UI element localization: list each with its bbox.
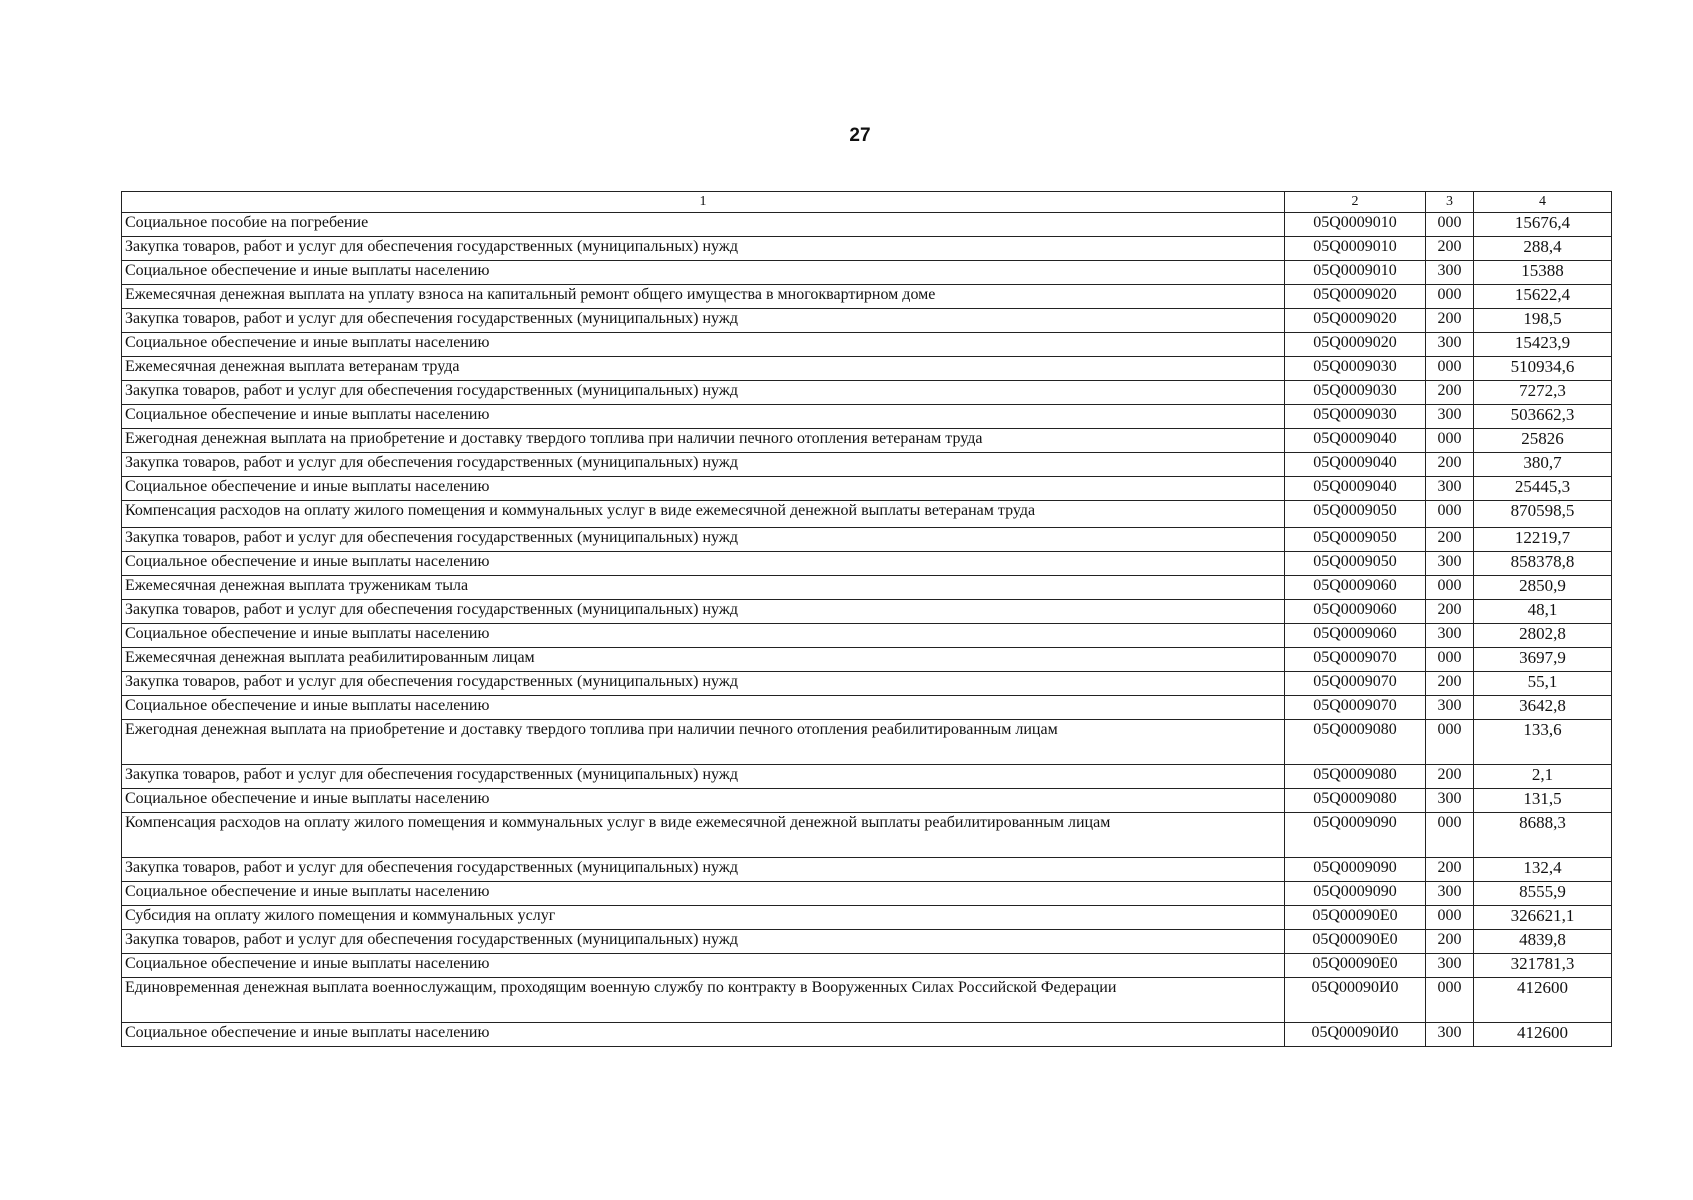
row-code-cell: 05Q0009080 bbox=[1285, 765, 1426, 789]
row-code-cell: 05Q00090Е0 bbox=[1285, 954, 1426, 978]
row-type-cell: 300 bbox=[1426, 333, 1474, 357]
row-type-cell: 200 bbox=[1426, 381, 1474, 405]
header-col-3: 3 bbox=[1426, 192, 1474, 213]
row-code-cell: 05Q0009050 bbox=[1285, 528, 1426, 552]
row-name-cell: Единовременная денежная выплата военнослужащим, проходящим военную службу по контракту в Вооруженных Силах Российской Федерации bbox=[122, 978, 1285, 1023]
table-row bbox=[122, 309, 1612, 333]
table-row bbox=[122, 672, 1612, 696]
row-sum-cell: 8688,3 bbox=[1474, 813, 1612, 858]
row-code-cell: 05Q0009030 bbox=[1285, 357, 1426, 381]
row-type-cell: 000 bbox=[1426, 576, 1474, 600]
row-type-cell: 000 bbox=[1426, 357, 1474, 381]
row-code-cell: 05Q00090И0 bbox=[1285, 1023, 1426, 1047]
row-name-cell: Социальное обеспечение и иные выплаты населению bbox=[122, 789, 1285, 813]
row-type-cell: 300 bbox=[1426, 789, 1474, 813]
row-name-cell: Ежемесячная денежная выплата на уплату взноса на капитальный ремонт общего имущества в многоквартирном доме bbox=[122, 285, 1285, 309]
table-row bbox=[122, 381, 1612, 405]
row-type-cell: 300 bbox=[1426, 405, 1474, 429]
table-row bbox=[122, 720, 1612, 765]
row-name-cell: Социальное пособие на погребение bbox=[122, 213, 1285, 237]
row-name-cell: Социальное обеспечение и иные выплаты населению bbox=[122, 405, 1285, 429]
row-sum-cell: 321781,3 bbox=[1474, 954, 1612, 978]
row-type-cell: 300 bbox=[1426, 477, 1474, 501]
row-code-cell: 05Q0009020 bbox=[1285, 333, 1426, 357]
row-sum-cell: 326621,1 bbox=[1474, 906, 1612, 930]
row-type-cell: 000 bbox=[1426, 813, 1474, 858]
row-sum-cell: 15388 bbox=[1474, 261, 1612, 285]
row-name-cell: Закупка товаров, работ и услуг для обеспечения государственных (муниципальных) нужд bbox=[122, 453, 1285, 477]
row-name-cell: Закупка товаров, работ и услуг для обеспечения государственных (муниципальных) нужд bbox=[122, 237, 1285, 261]
table-row bbox=[122, 552, 1612, 576]
row-code-cell: 05Q0009060 bbox=[1285, 576, 1426, 600]
row-sum-cell: 55,1 bbox=[1474, 672, 1612, 696]
row-sum-cell: 380,7 bbox=[1474, 453, 1612, 477]
row-code-cell: 05Q0009060 bbox=[1285, 624, 1426, 648]
row-name-cell: Закупка товаров, работ и услуг для обеспечения государственных (муниципальных) нужд bbox=[122, 765, 1285, 789]
row-type-cell: 300 bbox=[1426, 954, 1474, 978]
row-type-cell: 200 bbox=[1426, 858, 1474, 882]
row-name-cell: Социальное обеспечение и иные выплаты населению bbox=[122, 696, 1285, 720]
row-name-cell: Компенсация расходов на оплату жилого помещения и коммунальных услуг в виде ежемесячной денежной выплаты ветеранам труда bbox=[122, 501, 1285, 528]
row-code-cell: 05Q0009080 bbox=[1285, 789, 1426, 813]
row-code-cell: 05Q0009030 bbox=[1285, 405, 1426, 429]
row-type-cell: 200 bbox=[1426, 765, 1474, 789]
row-name-cell: Социальное обеспечение и иные выплаты населению bbox=[122, 1023, 1285, 1047]
row-name-cell: Ежемесячная денежная выплата ветеранам труда bbox=[122, 357, 1285, 381]
row-name-cell: Ежемесячная денежная выплата реабилитированным лицам bbox=[122, 648, 1285, 672]
row-code-cell: 05Q0009080 bbox=[1285, 720, 1426, 765]
row-sum-cell: 48,1 bbox=[1474, 600, 1612, 624]
row-name-cell: Социальное обеспечение и иные выплаты населению bbox=[122, 882, 1285, 906]
row-type-cell: 000 bbox=[1426, 906, 1474, 930]
row-sum-cell: 198,5 bbox=[1474, 309, 1612, 333]
row-name-cell: Ежегодная денежная выплата на приобретение и доставку твердого топлива при наличии печного отопления реабилитированным лицам bbox=[122, 720, 1285, 765]
row-type-cell: 000 bbox=[1426, 648, 1474, 672]
row-code-cell: 05Q0009050 bbox=[1285, 501, 1426, 528]
table-row bbox=[122, 954, 1612, 978]
row-type-cell: 200 bbox=[1426, 930, 1474, 954]
row-name-cell: Социальное обеспечение и иные выплаты населению bbox=[122, 954, 1285, 978]
table-row bbox=[122, 261, 1612, 285]
row-sum-cell: 12219,7 bbox=[1474, 528, 1612, 552]
header-col-1: 1 bbox=[122, 192, 1285, 213]
row-name-cell: Социальное обеспечение и иные выплаты населению bbox=[122, 552, 1285, 576]
table-row bbox=[122, 213, 1612, 237]
row-code-cell: 05Q0009070 bbox=[1285, 648, 1426, 672]
row-type-cell: 000 bbox=[1426, 429, 1474, 453]
row-sum-cell: 7272,3 bbox=[1474, 381, 1612, 405]
row-type-cell: 300 bbox=[1426, 882, 1474, 906]
row-sum-cell: 15622,4 bbox=[1474, 285, 1612, 309]
row-code-cell: 05Q0009030 bbox=[1285, 381, 1426, 405]
row-type-cell: 000 bbox=[1426, 285, 1474, 309]
row-name-cell: Субсидия на оплату жилого помещения и коммунальных услуг bbox=[122, 906, 1285, 930]
table-row bbox=[122, 789, 1612, 813]
table-row bbox=[122, 528, 1612, 552]
row-type-cell: 200 bbox=[1426, 672, 1474, 696]
table-row bbox=[122, 333, 1612, 357]
table-row bbox=[122, 978, 1612, 1023]
row-name-cell: Социальное обеспечение и иные выплаты населению bbox=[122, 477, 1285, 501]
row-name-cell: Социальное обеспечение и иные выплаты населению bbox=[122, 261, 1285, 285]
table-row bbox=[122, 501, 1612, 528]
row-name-cell: Социальное обеспечение и иные выплаты населению bbox=[122, 333, 1285, 357]
row-code-cell: 05Q00090И0 bbox=[1285, 978, 1426, 1023]
row-type-cell: 000 bbox=[1426, 213, 1474, 237]
row-sum-cell: 412600 bbox=[1474, 1023, 1612, 1047]
row-name-cell: Закупка товаров, работ и услуг для обеспечения государственных (муниципальных) нужд bbox=[122, 309, 1285, 333]
row-name-cell: Закупка товаров, работ и услуг для обеспечения государственных (муниципальных) нужд bbox=[122, 930, 1285, 954]
row-sum-cell: 412600 bbox=[1474, 978, 1612, 1023]
row-name-cell: Ежегодная денежная выплата на приобретение и доставку твердого топлива при наличии печного отопления ветеранам труда bbox=[122, 429, 1285, 453]
budget-table bbox=[121, 191, 1612, 1047]
row-sum-cell: 510934,6 bbox=[1474, 357, 1612, 381]
row-code-cell: 05Q0009040 bbox=[1285, 453, 1426, 477]
row-sum-cell: 2802,8 bbox=[1474, 624, 1612, 648]
row-code-cell: 05Q0009070 bbox=[1285, 696, 1426, 720]
row-type-cell: 200 bbox=[1426, 453, 1474, 477]
row-name-cell: Компенсация расходов на оплату жилого помещения и коммунальных услуг в виде ежемесячной денежной выплаты реабилитированным лицам bbox=[122, 813, 1285, 858]
table-row bbox=[122, 813, 1612, 858]
row-code-cell: 05Q0009090 bbox=[1285, 858, 1426, 882]
row-type-cell: 000 bbox=[1426, 720, 1474, 765]
row-name-cell: Социальное обеспечение и иные выплаты населению bbox=[122, 624, 1285, 648]
row-code-cell: 05Q0009040 bbox=[1285, 429, 1426, 453]
row-name-cell: Закупка товаров, работ и услуг для обеспечения государственных (муниципальных) нужд bbox=[122, 858, 1285, 882]
row-sum-cell: 3642,8 bbox=[1474, 696, 1612, 720]
row-sum-cell: 2850,9 bbox=[1474, 576, 1612, 600]
row-code-cell: 05Q0009020 bbox=[1285, 285, 1426, 309]
row-code-cell: 05Q0009040 bbox=[1285, 477, 1426, 501]
row-code-cell: 05Q0009010 bbox=[1285, 213, 1426, 237]
row-code-cell: 05Q0009010 bbox=[1285, 261, 1426, 285]
row-name-cell: Закупка товаров, работ и услуг для обеспечения государственных (муниципальных) нужд bbox=[122, 600, 1285, 624]
row-name-cell: Закупка товаров, работ и услуг для обеспечения государственных (муниципальных) нужд bbox=[122, 528, 1285, 552]
row-sum-cell: 131,5 bbox=[1474, 789, 1612, 813]
table-row bbox=[122, 624, 1612, 648]
row-sum-cell: 15676,4 bbox=[1474, 213, 1612, 237]
row-type-cell: 200 bbox=[1426, 600, 1474, 624]
table-row bbox=[122, 696, 1612, 720]
row-sum-cell: 25445,3 bbox=[1474, 477, 1612, 501]
table-row bbox=[122, 285, 1612, 309]
row-type-cell: 300 bbox=[1426, 696, 1474, 720]
row-type-cell: 000 bbox=[1426, 501, 1474, 528]
header-col-2: 2 bbox=[1285, 192, 1426, 213]
row-sum-cell: 25826 bbox=[1474, 429, 1612, 453]
table-row bbox=[122, 429, 1612, 453]
row-code-cell: 05Q0009070 bbox=[1285, 672, 1426, 696]
table-row bbox=[122, 453, 1612, 477]
table-row bbox=[122, 1023, 1612, 1047]
row-sum-cell: 4839,8 bbox=[1474, 930, 1612, 954]
row-code-cell: 05Q0009010 bbox=[1285, 237, 1426, 261]
table-row bbox=[122, 405, 1612, 429]
table-row bbox=[122, 576, 1612, 600]
row-type-cell: 200 bbox=[1426, 528, 1474, 552]
table-row bbox=[122, 930, 1612, 954]
row-sum-cell: 133,6 bbox=[1474, 720, 1612, 765]
row-sum-cell: 2,1 bbox=[1474, 765, 1612, 789]
table-row bbox=[122, 765, 1612, 789]
row-code-cell: 05Q0009090 bbox=[1285, 813, 1426, 858]
row-name-cell: Ежемесячная денежная выплата труженикам тыла bbox=[122, 576, 1285, 600]
row-code-cell: 05Q0009050 bbox=[1285, 552, 1426, 576]
table-row bbox=[122, 237, 1612, 261]
row-type-cell: 300 bbox=[1426, 261, 1474, 285]
row-type-cell: 300 bbox=[1426, 624, 1474, 648]
table-row bbox=[122, 357, 1612, 381]
table-row bbox=[122, 882, 1612, 906]
header-col-4: 4 bbox=[1474, 192, 1612, 213]
table-header-row bbox=[122, 192, 1612, 213]
table-row bbox=[122, 477, 1612, 501]
row-sum-cell: 288,4 bbox=[1474, 237, 1612, 261]
row-code-cell: 05Q0009060 bbox=[1285, 600, 1426, 624]
table-row bbox=[122, 648, 1612, 672]
row-sum-cell: 15423,9 bbox=[1474, 333, 1612, 357]
row-name-cell: Закупка товаров, работ и услуг для обеспечения государственных (муниципальных) нужд bbox=[122, 672, 1285, 696]
row-type-cell: 200 bbox=[1426, 237, 1474, 261]
row-sum-cell: 858378,8 bbox=[1474, 552, 1612, 576]
row-code-cell: 05Q00090Е0 bbox=[1285, 930, 1426, 954]
row-type-cell: 200 bbox=[1426, 309, 1474, 333]
row-code-cell: 05Q0009020 bbox=[1285, 309, 1426, 333]
table-row bbox=[122, 906, 1612, 930]
row-code-cell: 05Q0009090 bbox=[1285, 882, 1426, 906]
page-number: 27 bbox=[849, 125, 871, 146]
row-type-cell: 300 bbox=[1426, 1023, 1474, 1047]
row-sum-cell: 8555,9 bbox=[1474, 882, 1612, 906]
row-sum-cell: 503662,3 bbox=[1474, 405, 1612, 429]
table-row bbox=[122, 858, 1612, 882]
row-sum-cell: 132,4 bbox=[1474, 858, 1612, 882]
row-sum-cell: 3697,9 bbox=[1474, 648, 1612, 672]
row-code-cell: 05Q00090Е0 bbox=[1285, 906, 1426, 930]
row-sum-cell: 870598,5 bbox=[1474, 501, 1612, 528]
row-type-cell: 000 bbox=[1426, 978, 1474, 1023]
table-row bbox=[122, 600, 1612, 624]
row-name-cell: Закупка товаров, работ и услуг для обеспечения государственных (муниципальных) нужд bbox=[122, 381, 1285, 405]
row-type-cell: 300 bbox=[1426, 552, 1474, 576]
